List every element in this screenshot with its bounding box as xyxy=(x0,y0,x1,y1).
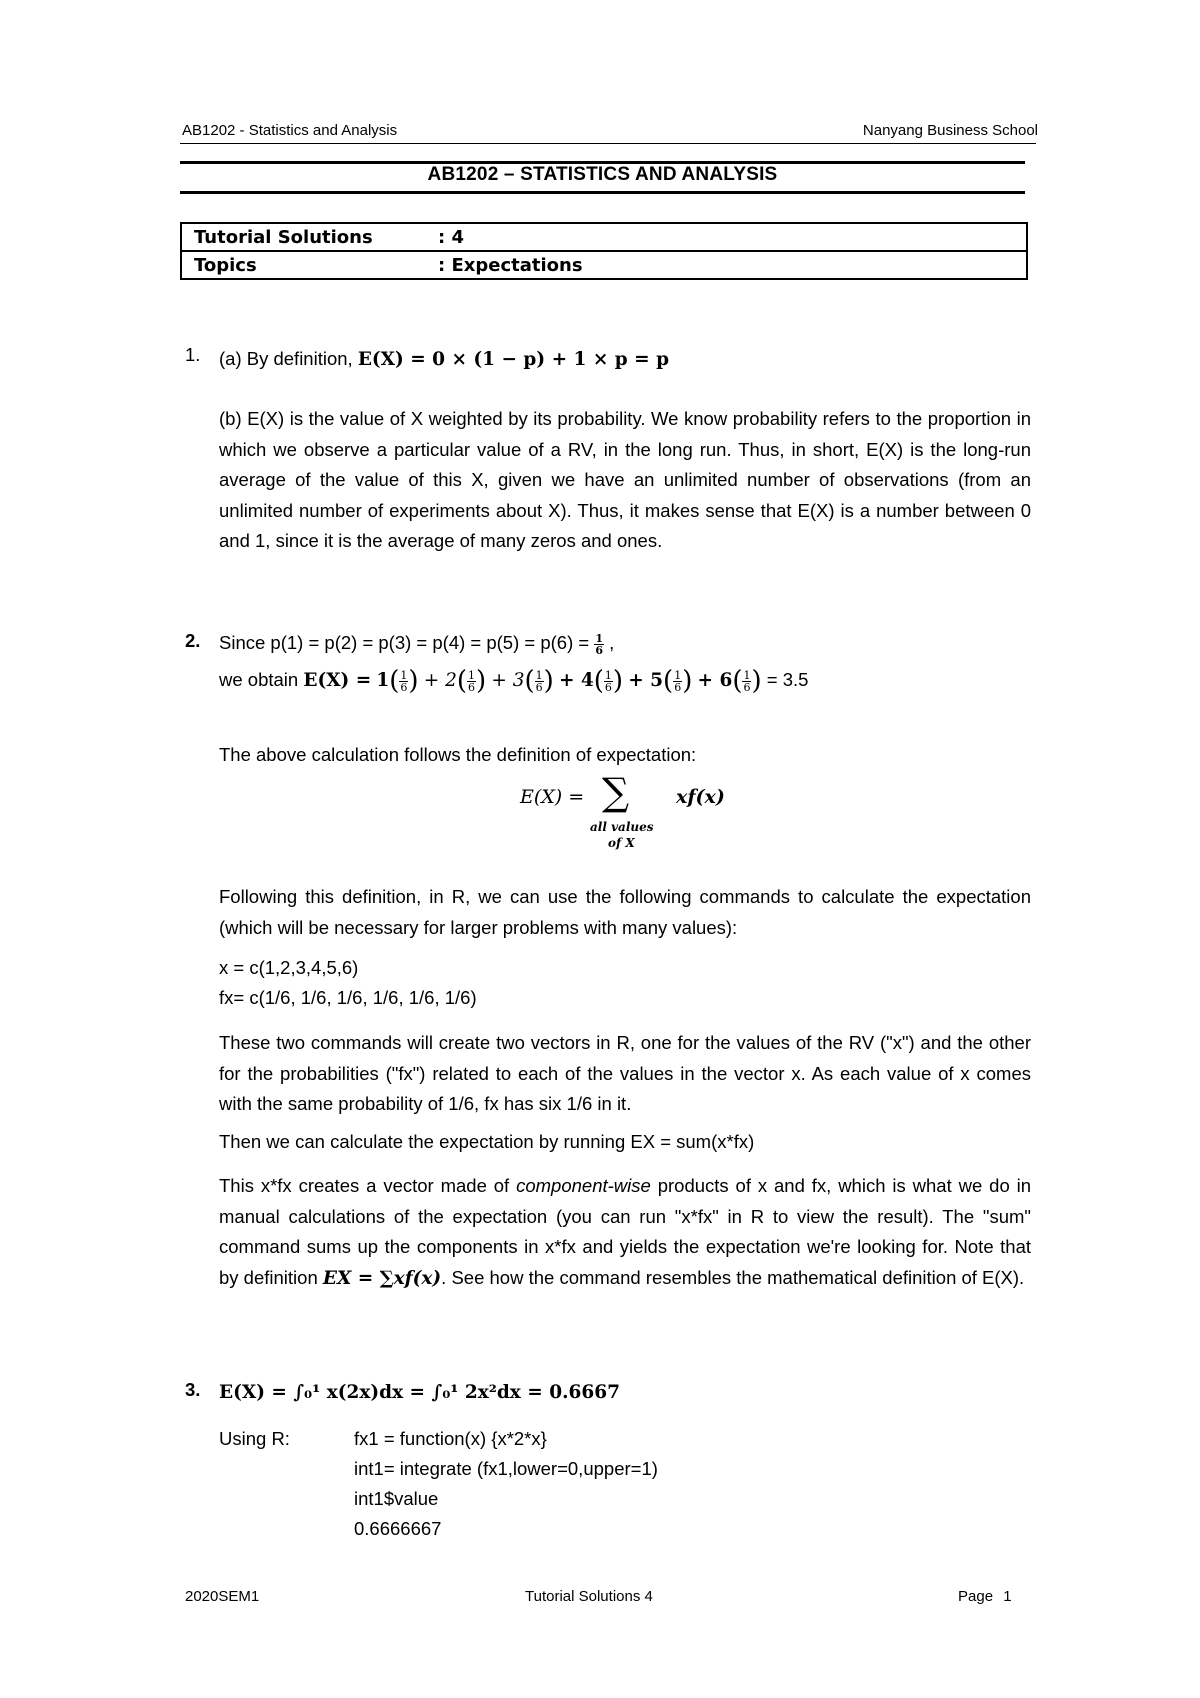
q2-then-text: Then we can calculate the expectation by running EX = sum(x*fx) xyxy=(219,1131,755,1152)
info-label: Topics xyxy=(181,251,426,279)
info-value: : Expectations xyxy=(426,251,1027,279)
q3-number: 3. xyxy=(185,1379,201,1400)
def-sub-2: of X xyxy=(608,836,635,850)
q2-since xyxy=(219,628,1031,659)
fraction-one-sixth: $\frac{1}{6}$ xyxy=(674,668,682,694)
q2-this-a: This x*fx creates a vector made of xyxy=(219,1175,510,1196)
code-line: x = c(1,2,3,4,5,6) xyxy=(219,957,359,978)
fraction-one-sixth: $\frac{1}{6}$ xyxy=(595,631,603,657)
info-row-tutorial xyxy=(181,223,1027,251)
q2-ex-result: = 3.5 xyxy=(766,669,809,690)
def-lhs: E(X) = xyxy=(520,786,585,808)
info-value: : 4 xyxy=(426,223,1027,251)
q2-obtain-text: we obtain xyxy=(219,669,299,690)
q2-coeff: + 3 xyxy=(491,670,525,691)
fraction-one-sixth: $\frac{1}{6}$ xyxy=(743,668,751,694)
q1-a-text: (a) By definition, xyxy=(219,348,353,369)
q2-coeff: + 4 xyxy=(558,670,594,691)
code-line: fx= c(1/6, 1/6, 1/6, 1/6, 1/6, 1/6) xyxy=(219,987,477,1008)
q2-vectors-text: These two commands will create two vectors in R, one for the values of the RV ("x") and the other for the probabilities ("fx") related to each of the values in the vector x. As each value of x comes with the same probability of 1/6, fx has six 1/6 in it. xyxy=(219,1032,1031,1114)
q2-expectation-line: we obtain E(X) = 1( $\frac{1}{6}$ ) + 2( $\frac{1}{6}$ ) + 3( $\frac{1}{6}$ ) + 4( $\frac{1}{6}$ ) + 5( $\frac{1}{6}$ ) + 6( $\frac{1}{6}$ ) = 3.5 xyxy=(219,665,809,696)
q2-this-italic: component-wise xyxy=(516,1175,651,1196)
fraction-one-sixth: $\frac{1}{6}$ xyxy=(604,668,612,694)
code-line: int1= integrate (fx1,lower=0,upper=1) xyxy=(354,1458,658,1479)
header-school: Nanyang Business School xyxy=(862,122,1038,139)
q2-coeff: + 6 xyxy=(697,670,733,691)
page-number: 1 xyxy=(1003,1588,1012,1605)
q1-part-a xyxy=(219,344,1031,376)
fraction-one-sixth: $\frac{1}{6}$ xyxy=(400,668,408,694)
info-row-topics xyxy=(181,251,1027,279)
fraction-one-sixth: $\frac{1}{6}$ xyxy=(468,668,476,694)
fraction-one-sixth: $\frac{1}{6}$ xyxy=(535,668,543,694)
footer-semester: 2020SEM1 xyxy=(185,1588,260,1605)
code-line: 0.6666667 xyxy=(354,1518,442,1539)
q3-formula: E(X) = ∫₀¹ x(2x)dx = ∫₀¹ 2x²dx = 0.6667 xyxy=(219,1382,621,1403)
q2-coeff: 1 xyxy=(376,670,390,691)
q2-this-paragraph xyxy=(219,1171,1031,1294)
footer-title: Tutorial Solutions 4 xyxy=(525,1588,653,1605)
code-line: int1$value xyxy=(354,1488,439,1509)
def-rhs: xf(x) xyxy=(676,786,725,808)
info-label: Tutorial Solutions xyxy=(181,223,426,251)
q2-ex-lhs: E(X) = xyxy=(303,670,372,691)
info-table xyxy=(180,222,1028,280)
expectation-definition xyxy=(520,770,760,856)
header-divider xyxy=(180,143,1036,144)
q2-this-b: products of x and fx, which is what we do in manual calculations of the expectation (you can run "x*fx" in R to view the result). The "sum" command sums up the components in x*fx and yields the expectation we're looking for. Note that by definition xyxy=(219,1175,1032,1288)
q1-part-b: (b) E(X) is the value of X weighted by its probability. We know probability refers to the proportion in which we observe a particular value of a RV, in the long run. Thus, in short, E(X) is the long-run average of the value of this X, given we have an unlimited number of observations (from an unlimited number of experiments about X). Thus, it makes sense that E(X) is a number between 0 and 1, since it is the average of many zeros and ones. xyxy=(219,408,1031,551)
q3-formula-line xyxy=(219,1377,1031,1409)
page-label: Page xyxy=(958,1588,994,1605)
q2-coeff: + 5 xyxy=(628,670,664,691)
sigma-icon: ∑ xyxy=(602,770,630,814)
page-title: AB1202 – STATISTICS AND ANALYSIS xyxy=(427,164,778,185)
q2-coeff: + 2 xyxy=(423,670,457,691)
def-sub-1: all values xyxy=(590,820,654,834)
q2-number: 2. xyxy=(185,630,201,651)
q2-since-text: Since p(1) = p(2) = p(3) = p(4) = p(5) = p(6) = xyxy=(219,632,590,653)
q1-a-formula: E(X) = 0 × (1 − p) + 1 × p = p xyxy=(357,349,670,370)
title-rule-bottom xyxy=(180,191,1025,194)
q1-number: 1. xyxy=(185,344,201,365)
q2-this-c: . See how the command resembles the mathematical definition of E(X). xyxy=(441,1266,1025,1288)
header-course: AB1202 - Statistics and Analysis xyxy=(182,122,398,139)
q2-since-tail: , xyxy=(609,632,615,653)
q2-def-intro: The above calculation follows the definition of expectation: xyxy=(219,744,697,765)
footer-page xyxy=(958,1588,1012,1605)
code-line: fx1 = function(x) {x*2*x} xyxy=(354,1428,547,1449)
q2-this-formula: EX = ∑xf(x) xyxy=(322,1267,442,1289)
q3-using-label: Using R: xyxy=(219,1428,290,1449)
q2-r-intro: Following this definition, in R, we can use the following commands to calculate the expectation (which will be necessary for larger problems with many values): xyxy=(219,886,1031,938)
